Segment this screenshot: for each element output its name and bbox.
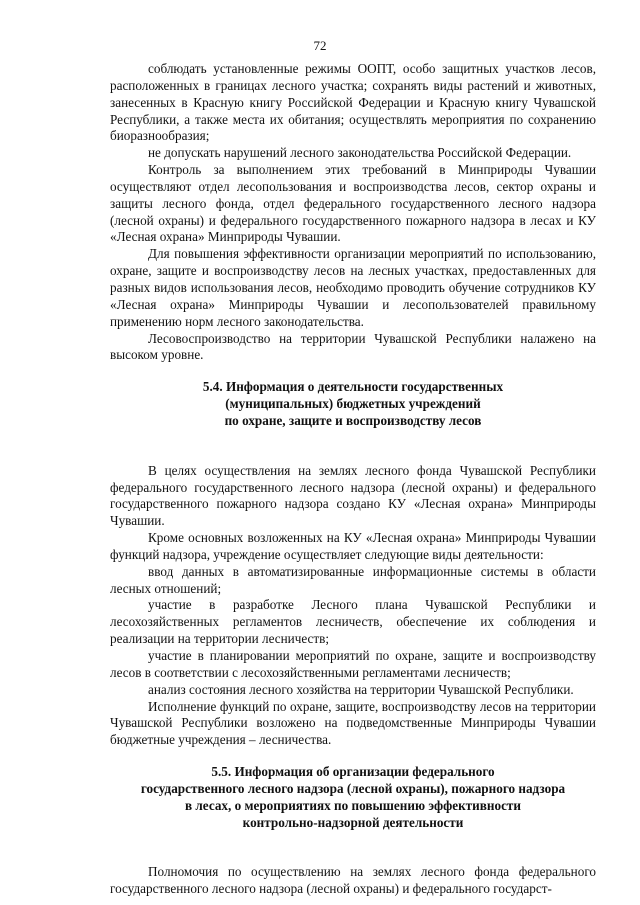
page-number: 72 <box>313 38 327 53</box>
list-item: участие в разработке Лесного плана Чувашской Республики и лесохозяйственных регламентов лесничеств, обеспечение их соблюдения и реализации на территории лесничеств; <box>110 597 596 647</box>
heading-line: контрольно-надзорной деятельности <box>242 814 464 830</box>
list-item: участие в планировании мероприятий по охране, защите и воспроизводству лесов в соответствии с лесохозяйственными регламентами лесничеств; <box>110 648 596 680</box>
heading-line: в лесах, о мероприятиях по повышению эффективности <box>184 797 522 813</box>
heading-line: 5.4. Информация о деятельности государственных <box>202 379 504 395</box>
section-5-4-heading <box>110 379 596 430</box>
page-body <box>110 61 596 898</box>
paragraph: Исполнение функций по охране, защите, воспроизводству лесов на территории Чувашской Республики возложено на подведомственные Минприроды Чувашии бюджетные учреждения – лесничества. <box>110 698 596 748</box>
heading-line: государственного лесного надзора (лесной охраны), пожарного надзора <box>140 780 566 796</box>
paragraph: Контроль за выполнением этих требований в Минприроды Чувашии осуществляют отдел лесопользования и воспроизводства лесов, сектор охраны и защиты лесного фонда, отдел федерального государственного лесного надзора (лесной охраны) и федерального государственного пожарного надзора в лесах и КУ «Лесная охрана» Минприроды Чувашии. <box>110 162 596 245</box>
paragraph: Полномочия по осуществлению на землях лесного фонда федерального государственного лесного надзора (лесной охраны) и федерального государст- <box>110 864 596 897</box>
heading-line: (муниципальных) бюджетных учреждений <box>225 396 481 412</box>
paragraph: Для повышения эффективности организации мероприятий по использованию, охране, защите и воспроизводству лесов на лесных участках, предоставленных для разных видов использования лесов, необходимо проводить обучение сотрудников КУ «Лесная охрана» Минприроды Чувашии и лесопользователей правильному применению норм лесного законодательства. <box>110 246 596 329</box>
paragraph: В целях осуществления на землях лесного фонда Чувашской Республики федерального государственного лесного надзора (лесной охраны) и федерального государственного пожарного надзора создано КУ «Лесная охрана» Минприроды Чувашии. <box>110 462 596 529</box>
list-item: ввод данных в автоматизированные информационные системы в области лесных отношений; <box>110 563 596 596</box>
section-5-5-heading <box>110 764 596 831</box>
heading-line: по охране, защите и воспроизводству лесов <box>224 412 482 428</box>
heading-line: 5.5. Информация об организации федерального <box>211 764 495 780</box>
paragraph: Кроме основных возложенных на КУ «Лесная охрана» Минприроды Чувашии функций надзора, учреждение осуществляет следующие виды деятельности: <box>110 530 596 562</box>
list-item: анализ состояния лесного хозяйства на территории Чувашской Республики. <box>148 681 574 697</box>
paragraph: Лесовоспроизводство на территории Чувашской Республики налажено на высоком уровне. <box>110 330 596 363</box>
paragraph: не допускать нарушений лесного законодательства Российской Федерации. <box>148 145 572 161</box>
paragraph: соблюдать установленные режимы ООПТ, особо защитных участков лесов, расположенных в границах лесного участка; сохранять виды растений и животных, занесенных в Красную книгу Российской Федерации и Красную книгу Чувашской Республики, а также места их обитания; осуществлять мероприятия по сохранению биоразнообразия; <box>110 61 596 144</box>
